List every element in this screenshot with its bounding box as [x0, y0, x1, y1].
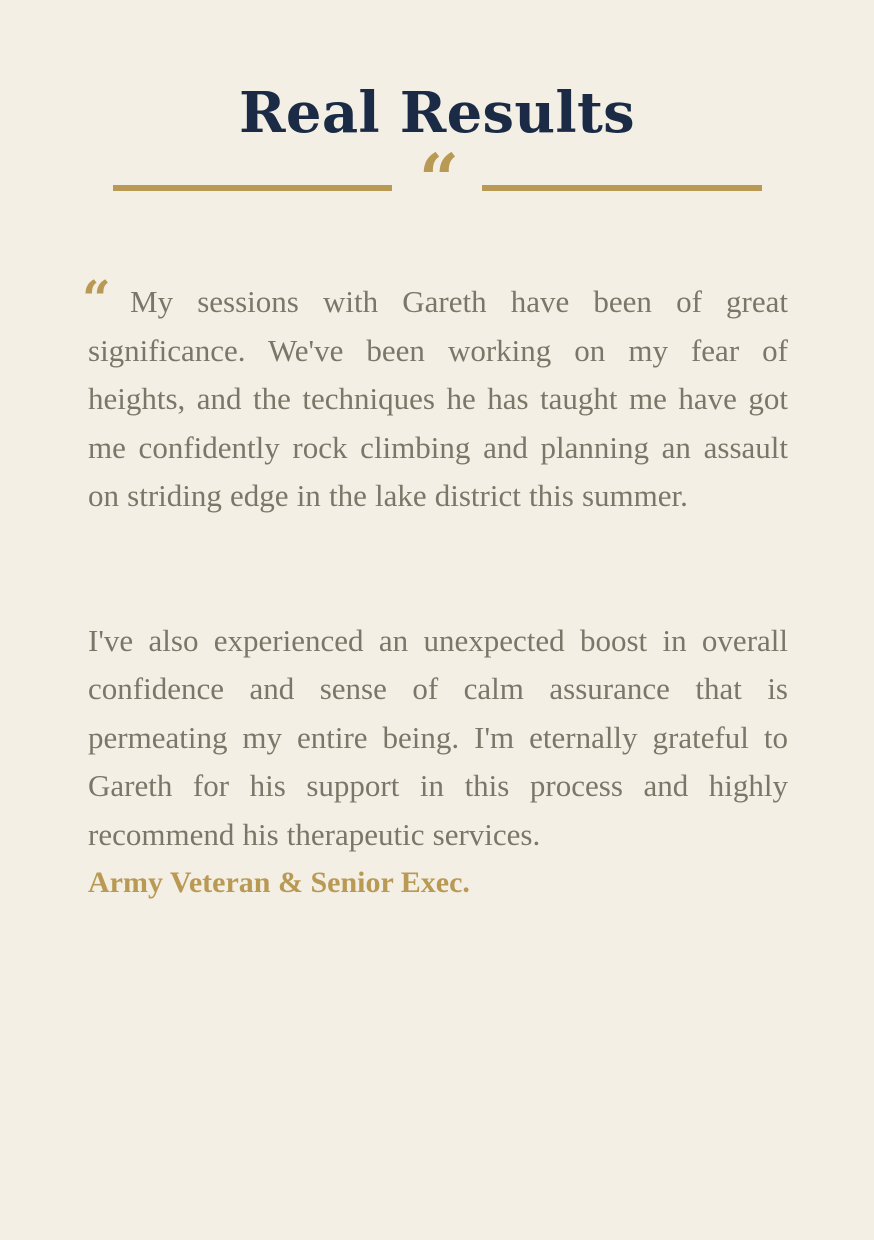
quote-icon: “ — [82, 269, 111, 328]
title-divider-left — [113, 185, 392, 191]
testimonial-text-first: My sessions with Gareth have been of great significance. We've been working on my fear of heights, and the techniques he has taught me have got me confidently rock climbing and planning an assault on striding edge in the lake district this summer. — [88, 284, 788, 513]
quote-icon: “ — [418, 138, 460, 221]
testimonial-paragraph-first — [82, 269, 788, 521]
testimonial-paragraph-second: I've also experienced an unexpected boost in overall confidence and sense of calm assurance that is permeating my entire being. I'm eternally grateful to Gareth for his support in this process and highly recommend his therapeutic services. — [88, 622, 788, 852]
testimonial-content — [82, 269, 788, 908]
testimonial-author: Army Veteran & Senior Exec. — [88, 866, 470, 899]
page-title: Real Results — [239, 80, 635, 146]
title-divider-right — [482, 185, 762, 191]
